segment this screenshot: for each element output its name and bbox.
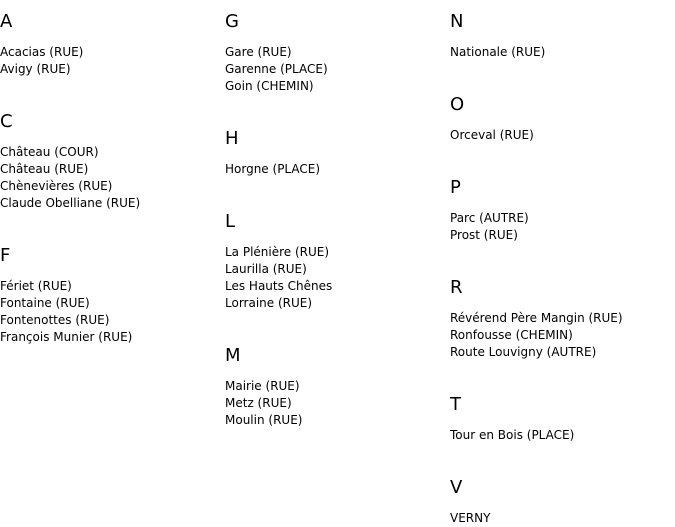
street-list — [450, 210, 670, 244]
street-link[interactable]: Acacias (RUE) — [0, 45, 84, 59]
letter-group — [225, 312, 445, 429]
street-link[interactable]: Ronfousse (CHEMIN) — [450, 328, 573, 342]
street-link[interactable]: Lorraine (RUE) — [225, 296, 313, 310]
street-list — [450, 127, 670, 144]
group-spacer — [450, 244, 670, 266]
street-link[interactable]: Mairie (RUE) — [225, 379, 300, 393]
street-list — [450, 44, 670, 61]
street-list — [225, 378, 445, 429]
group-spacer — [225, 178, 445, 200]
street-link[interactable]: Orceval (RUE) — [450, 128, 534, 142]
street-list — [450, 427, 670, 444]
group-letter-heading: L — [225, 211, 236, 232]
street-link[interactable]: Château (RUE) — [0, 162, 89, 176]
letter-group — [0, 12, 220, 78]
street-list — [0, 144, 220, 212]
group-letter-heading: G — [225, 11, 239, 32]
street-link[interactable]: Gare (RUE) — [225, 45, 292, 59]
letter-group — [225, 95, 445, 178]
group-spacer — [225, 312, 445, 334]
index-column — [0, 0, 220, 346]
index-column — [225, 0, 445, 429]
street-link[interactable]: Avigy (RUE) — [0, 62, 71, 76]
street-link[interactable]: Moulin (RUE) — [225, 413, 303, 427]
group-spacer — [225, 95, 445, 117]
street-link[interactable]: Goin (CHEMIN) — [225, 79, 314, 93]
group-spacer — [0, 78, 220, 100]
street-list — [450, 510, 670, 527]
letter-group — [450, 444, 670, 527]
letter-group — [225, 12, 445, 95]
street-link[interactable]: Fontenottes (RUE) — [0, 313, 110, 327]
street-link[interactable]: VERNY — [450, 511, 491, 525]
group-letter-heading: M — [225, 345, 241, 366]
street-list — [0, 278, 220, 346]
letter-group — [450, 61, 670, 144]
group-letter-heading: F — [0, 245, 11, 266]
group-spacer — [0, 212, 220, 234]
group-letter-heading: C — [0, 111, 13, 132]
group-spacer — [450, 361, 670, 383]
group-letter-heading: N — [450, 11, 464, 32]
group-letter-heading: H — [225, 128, 239, 149]
street-link[interactable]: Metz (RUE) — [225, 396, 292, 410]
street-link[interactable]: Claude Obelliane (RUE) — [0, 196, 141, 210]
letter-group — [450, 144, 670, 244]
street-link[interactable]: Chènevières (RUE) — [0, 179, 113, 193]
group-letter-heading: O — [450, 94, 465, 115]
street-link[interactable]: Tour en Bois (PLACE) — [450, 428, 575, 442]
street-link[interactable]: Parc (AUTRE) — [450, 211, 529, 225]
group-letter-heading: T — [450, 394, 461, 415]
street-list — [225, 244, 445, 312]
street-link[interactable]: Prost (RUE) — [450, 228, 518, 242]
street-link[interactable]: Fériet (RUE) — [0, 279, 72, 293]
group-spacer — [450, 444, 670, 466]
group-letter-heading: P — [450, 177, 461, 198]
street-link[interactable]: La Plénière (RUE) — [225, 245, 330, 259]
letter-group — [225, 178, 445, 312]
group-letter-heading: V — [450, 477, 463, 498]
street-link[interactable]: Révérend Père Mangin (RUE) — [450, 311, 623, 325]
street-link[interactable]: Château (COUR) — [0, 145, 99, 159]
index-column — [450, 0, 670, 527]
street-list — [225, 44, 445, 95]
letter-group — [0, 78, 220, 212]
letter-group — [0, 212, 220, 346]
group-spacer — [450, 61, 670, 83]
street-link[interactable]: Fontaine (RUE) — [0, 296, 90, 310]
street-list — [450, 310, 670, 361]
street-link[interactable]: François Munier (RUE) — [0, 330, 133, 344]
letter-group — [450, 12, 670, 61]
group-letter-heading: R — [450, 277, 463, 298]
group-spacer — [450, 144, 670, 166]
street-link[interactable]: Les Hauts Chênes — [225, 279, 333, 293]
group-letter-heading: A — [0, 11, 13, 32]
street-list — [225, 161, 445, 178]
street-link[interactable]: Nationale (RUE) — [450, 45, 546, 59]
street-link[interactable]: Laurilla (RUE) — [225, 262, 307, 276]
street-link[interactable]: Garenne (PLACE) — [225, 62, 328, 76]
letter-group — [450, 361, 670, 444]
letter-group — [450, 244, 670, 361]
street-link[interactable]: Horgne (PLACE) — [225, 162, 321, 176]
street-link[interactable]: Route Louvigny (AUTRE) — [450, 345, 597, 359]
street-list — [0, 44, 220, 78]
